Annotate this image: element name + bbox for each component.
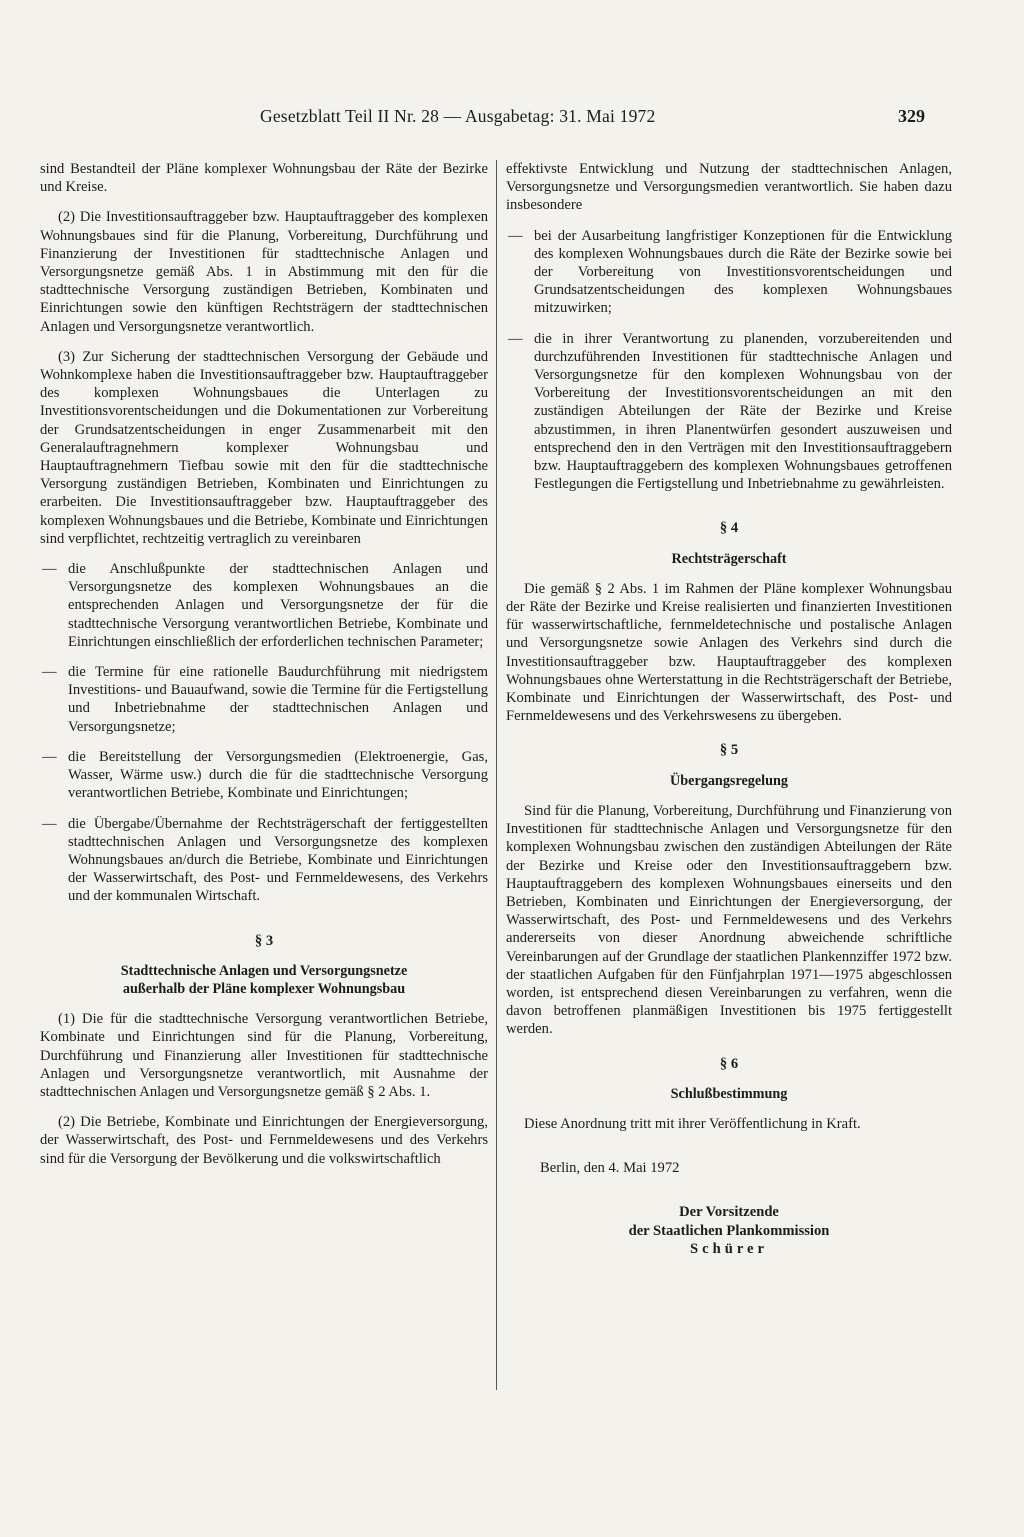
page-header: [0, 106, 1024, 130]
section-6-number: § 6: [719, 1055, 739, 1072]
paragraph-continuation: sind Bestandteil der Pläne komplexer Wohnungsbau der Räte der Bezirke und Kreise.: [40, 161, 488, 196]
dash-marker: —: [42, 664, 57, 681]
list-item-text: die Bereitstellung der Versorgungsmedien (Elektroenergie, Gas, Wasser, Wärme usw.) durch die für die stadttechnische Versorgung verantwortlichen Betriebe, Kombinate und Einrichtungen;: [68, 748, 488, 802]
signatory-name: Schürer: [690, 1240, 768, 1257]
section-4-title: Rechtsträgerschaft: [671, 550, 787, 567]
column-divider: [496, 160, 497, 1390]
left-column: [40, 160, 488, 1168]
list-item: [506, 330, 952, 494]
list-item: [40, 560, 488, 651]
place-and-date: Berlin, den 4. Mai 1972: [540, 1160, 680, 1177]
list-item-text: die Termine für eine rationelle Baudurchführung mit niedrigstem Investitions- und Bauaufwand, sowie die Termine für die Fertigstellung und Inbetriebnahme der stadttechnischen Anlagen und Versorgungsnetze;: [68, 664, 488, 735]
dash-marker: —: [508, 227, 523, 244]
paragraph-continuation: effektivste Entwicklung und Nutzung der stadttechnischen Anlagen, Versorgungsnetze und Versorgungsmedien verantwortlich. Sie haben dazu insbesondere: [506, 161, 952, 214]
signatory-title-2: der Staatlichen Plankommission: [628, 1222, 830, 1239]
header-title: Gesetzblatt Teil II Nr. 28 — Ausgabetag: 31. Mai 1972: [260, 106, 656, 126]
section-3-paragraph-1: (1) Die für die stadttechnische Versorgung verantwortlichen Betriebe, Kombinate und Einrichtungen sind für die Planung, Vorbereitung, Durchführung und Finanzierung aller Investitionen für stadttechnische Anlagen und Versorgungsnetze verantwortlich, mit Ausnahme der stadttechnischen Anlagen und Versorgungsnetze gemäß § 2 Abs. 1.: [40, 1011, 488, 1100]
list-item: [40, 663, 488, 736]
list-item: [40, 748, 488, 803]
section-3-title-line-2: außerhalb der Pläne komplexer Wohnungsbau: [122, 980, 406, 997]
list-item: [506, 227, 952, 318]
section-3-title-line-1: Stadttechnische Anlagen und Versorgungsnetze: [120, 962, 408, 979]
dash-marker: —: [42, 561, 57, 578]
list-item: [40, 815, 488, 906]
section-4-paragraph: Die gemäß § 2 Abs. 1 im Rahmen der Pläne komplexer Wohnungsbau der Räte der Bezirke und Kreise realisierten und finanzierten Investitionen für wasserwirtschaftliche, fernmeldetechnische und postalische Anlagen und Versorgungsnetze sowie Anlagen des Verkehrs sind durch die Investitionsauftraggeber bzw. Hauptauftraggeber des komplexen Wohnungsbaues ohne Werterstattung in die Rechtsträgerschaft der Betriebe, Kombinate und Einrichtungen der Wasserwirtschaft, des Post- und Fernmeldewesens und des Verkehrswesens zu übergeben.: [506, 580, 952, 725]
list-item-text: die Anschlußpunkte der stadttechnischen Anlagen und Versorgungsnetze des komplexen Wohnungsbaues an die entsprechenden Anlagen und Versorgungsnetze der für die stadttechnische Versorgung verantwortlichen Betriebe, Kombinate und Einrichtungen einschließlich der erforderlichen technischen Parameter;: [68, 561, 488, 650]
right-column: [506, 160, 952, 1258]
list-item-text: bei der Ausarbeitung langfristiger Konzeptionen für die Entwicklung des komplexen Wohnungsbaues durch die Räte der Bezirke sowie bei der Vorbereitung von Investitionsvorentscheidungen und Grundsatzentscheidungen des komplexen Wohnungsbaues mitzuwirken;: [534, 227, 952, 317]
list-item-text: die in ihrer Verantwortung zu planenden, vorzubereitenden und durchzuführenden Investitionen für stadttechnische Anlagen und Versorgungsnetze für den komplexen Wohnungsbau von der Vorbereitung der Investitionsvorentscheidungen an mit den zuständigen Abteilungen der Räte der Bezirke und Kreise abzustimmen, in ihren Planentwürfen gesondert auszuweisen und entsprechend den in den Verträgen mit den Investitionsauftraggebern bzw. Hauptauftraggebern des komplexen Wohnungsbaues getroffenen Festlegungen die Fertigstellung und Inbetriebnahme zu gewährleisten.: [534, 330, 952, 493]
section-3-number: § 3: [254, 932, 274, 949]
section-4-number: § 4: [719, 520, 739, 537]
dash-marker: —: [42, 815, 57, 832]
signatory-title-1: Der Vorsitzende: [679, 1204, 779, 1221]
list-item-text: die Übergabe/Übernahme der Rechtsträgerschaft der fertiggestellten stadttechnischen Anlagen und Versorgungsnetze des komplexen Wohnungsbaues an/durch die Betriebe, Kombinate und Einrichtungen der Wasserwirtschaft, des Post- und Fernmeldewesens, des Verkehrs und der kommunalen Wirtschaft.: [68, 815, 488, 905]
section-5-paragraph: Sind für die Planung, Vorbereitung, Durchführung und Finanzierung von Investitionen für stadttechnische Anlagen und Versorgungsnetze für den komplexen Wohnungsbau zwischen den zuständigen Abteilungen der Räte der Bezirke und Kreise oder den Investitionsauftraggebern bzw. Hauptauftraggebern des komplexen Wohnungsbaues einerseits und den Betrieben, Kombinaten und Einrichtungen der Energieversorgung, der Wasserwirtschaft, des Post- und Fernmeldewesens und des Verkehrs andererseits von dieser Anordnung abweichende schriftliche Vereinbarungen auf der Grundlage der staatlichen Plankennziffer 1972 bzw. der staatlichen Aufgaben für den Fünfjahrplan 1971—1975 abgeschlossen worden, ist entsprechend diesen Vereinbarungen zu verfahren, wenn die davon betroffenen planmäßigen Investitionen bis 1975 fertiggestellt werden.: [506, 802, 952, 1038]
section-5-title: Übergangsregelung: [670, 772, 788, 789]
section-6-paragraph: Diese Anordnung tritt mit ihrer Veröffentlichung in Kraft.: [524, 1115, 861, 1132]
section-3-paragraph-2: (2) Die Betriebe, Kombinate und Einrichtungen der Energieversorgung, der Wasserwirtschaft, des Post- und Fernmeldewesens und des Verkehrs sind für die Versorgung der Bevölkerung und die volkswirtschaftlich: [40, 1114, 488, 1167]
dash-marker: —: [508, 330, 523, 347]
dash-marker: —: [42, 748, 57, 765]
page-number: 329: [898, 106, 925, 126]
paragraph-3: (3) Zur Sicherung der stadttechnischen Versorgung der Gebäude und Wohnkomplexe haben die Investitionsauftraggeber bzw. Hauptauftraggeber des komplexen Wohnungsbaues die Unterlagen zu Investitionsvorentscheidungen und die Dokumentationen zur Vorbereitung der Grundsatzentscheidungen in enger Zusammenarbeit mit den Generalauftragnehmern komplexer Wohnungsbau und Hauptauftragnehmern Tiefbau sowie mit den für die stadttechnische Versorgung zuständigen Betrieben, Kombinaten und Einrichtungen zu erarbeiten. Die Investitionsauftraggeber bzw. Hauptauftraggeber des komplexen Wohnungsbaues und die Betriebe, Kombinate und Einrichtungen sind verpflichtet, rechtzeitig vertraglich zu vereinbaren: [40, 348, 488, 547]
paragraph-2: (2) Die Investitionsauftraggeber bzw. Hauptauftraggeber des komplexen Wohnungsbaues sind für die Planung, Vorbereitung, Durchführung und Finanzierung der Investitionen für stadttechnische Anlagen und Versorgungsnetze gemäß Abs. 1 in Abstimmung mit den für die stadttechnische Versorgung zuständigen Betrieben, Kombinaten und Einrichtungen sowie den künftigen Rechtsträgern der stadttechnischen Anlagen und Versorgungsnetze verantwortlich.: [40, 209, 488, 335]
section-5-number: § 5: [719, 742, 739, 759]
section-6-title: Schlußbestimmung: [670, 1085, 788, 1102]
